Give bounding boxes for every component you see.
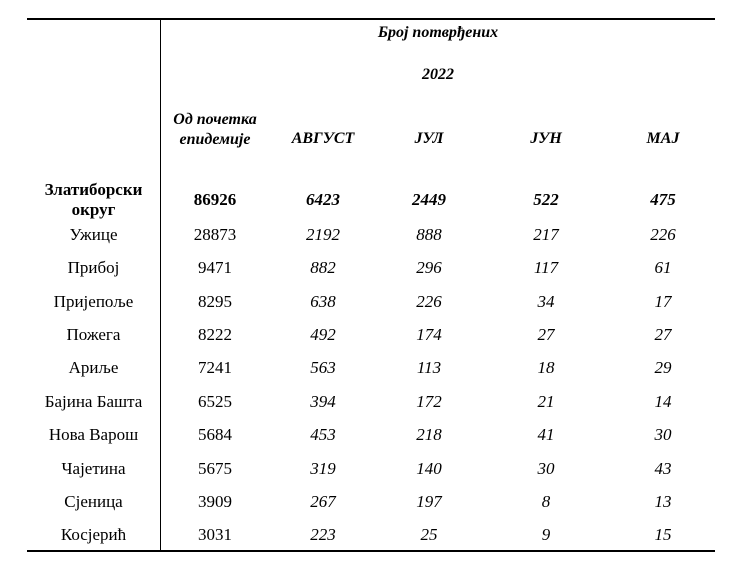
- cell-may: 30: [654, 425, 672, 444]
- cell-total: 7241: [198, 358, 232, 377]
- cell-july: 172: [416, 392, 442, 411]
- top-rule: [27, 18, 715, 20]
- cell-july: 218: [416, 425, 442, 444]
- table-row: [27, 452, 715, 486]
- cell-may: 15: [654, 525, 672, 544]
- cell-july: 888: [416, 225, 442, 244]
- table-row: [27, 485, 715, 519]
- cell-june: 30: [537, 459, 555, 478]
- row-name: Ариље: [68, 358, 119, 377]
- cell-august: 563: [310, 358, 336, 377]
- table-row: [27, 351, 715, 385]
- cell-july: 25: [420, 525, 438, 544]
- cell-may: 27: [654, 325, 672, 344]
- table-title: Број потврђених: [377, 24, 499, 41]
- cell-june: 117: [533, 258, 559, 277]
- col-head-total: Од почетка епидемије: [173, 111, 257, 148]
- cell-june: 8: [541, 492, 551, 511]
- cell-total: 3031: [198, 525, 232, 544]
- cell-august: 492: [310, 325, 336, 344]
- data-table: [27, 18, 715, 553]
- row-name: Бајина Башта: [44, 392, 143, 411]
- cell-july: 296: [416, 258, 442, 277]
- cell-june: 217: [533, 225, 559, 244]
- cell-june: 27: [537, 325, 555, 344]
- cell-july: 174: [416, 325, 442, 344]
- cell-may: 17: [654, 292, 672, 311]
- table-row: [27, 285, 715, 319]
- table-row-district: [27, 180, 715, 220]
- row-name: Пријепоље: [53, 292, 134, 311]
- cell-august: 394: [310, 392, 336, 411]
- cell-june: 21: [537, 392, 555, 411]
- cell-july: 2449: [412, 190, 446, 209]
- cell-june: 18: [537, 358, 555, 377]
- cell-total: 86926: [193, 190, 237, 209]
- cell-july: 197: [416, 492, 442, 511]
- row-name: Косјерић: [60, 525, 127, 544]
- cell-total: 5684: [198, 425, 232, 444]
- cell-july: 140: [416, 459, 442, 478]
- cell-june: 9: [541, 525, 551, 544]
- bottom-rule: [27, 550, 715, 552]
- row-name: Нова Варош: [48, 425, 139, 444]
- col-head-july: ЈУЛ: [414, 130, 444, 147]
- cell-total: 8295: [198, 292, 232, 311]
- cell-august: 267: [310, 492, 336, 511]
- row-name: Сјеница: [64, 492, 123, 511]
- row-name: Златиборски округ: [44, 180, 143, 219]
- cell-august: 638: [310, 292, 336, 311]
- table-row: [27, 218, 715, 252]
- row-name: Чајетина: [61, 459, 126, 478]
- cell-total: 5675: [198, 459, 232, 478]
- cell-july: 113: [416, 358, 442, 377]
- cell-july: 226: [416, 292, 442, 311]
- cell-august: 223: [310, 525, 336, 544]
- cell-june: 41: [537, 425, 555, 444]
- cell-june: 522: [533, 190, 559, 209]
- cell-august: 2192: [306, 225, 340, 244]
- cell-june: 34: [537, 292, 555, 311]
- table-row: [27, 518, 715, 552]
- cell-may: 226: [650, 225, 676, 244]
- cell-may: 14: [654, 392, 672, 411]
- cell-may: 61: [654, 258, 672, 277]
- cell-august: 882: [310, 258, 336, 277]
- table-row: [27, 318, 715, 352]
- cell-august: 6423: [306, 190, 340, 209]
- cell-may: 43: [654, 459, 672, 478]
- cell-may: 29: [654, 358, 672, 377]
- cell-may: 13: [654, 492, 672, 511]
- row-name: Ужице: [69, 225, 118, 244]
- table-row: [27, 385, 715, 419]
- row-name: Прибој: [67, 258, 120, 277]
- cell-august: 319: [310, 459, 336, 478]
- table-row: [27, 251, 715, 285]
- col-head-june: ЈУН: [530, 130, 562, 147]
- row-name: Пожега: [66, 325, 121, 344]
- cell-total: 28873: [193, 225, 237, 244]
- col-head-may: МАЈ: [646, 130, 680, 147]
- table-year: 2022: [422, 66, 454, 83]
- cell-total: 9471: [198, 258, 232, 277]
- cell-total: 8222: [198, 325, 232, 344]
- table-row: [27, 418, 715, 452]
- col-head-august: АВГУСТ: [291, 130, 355, 147]
- cell-total: 3909: [198, 492, 232, 511]
- cell-may: 475: [650, 190, 676, 209]
- cell-august: 453: [310, 425, 336, 444]
- cell-total: 6525: [198, 392, 232, 411]
